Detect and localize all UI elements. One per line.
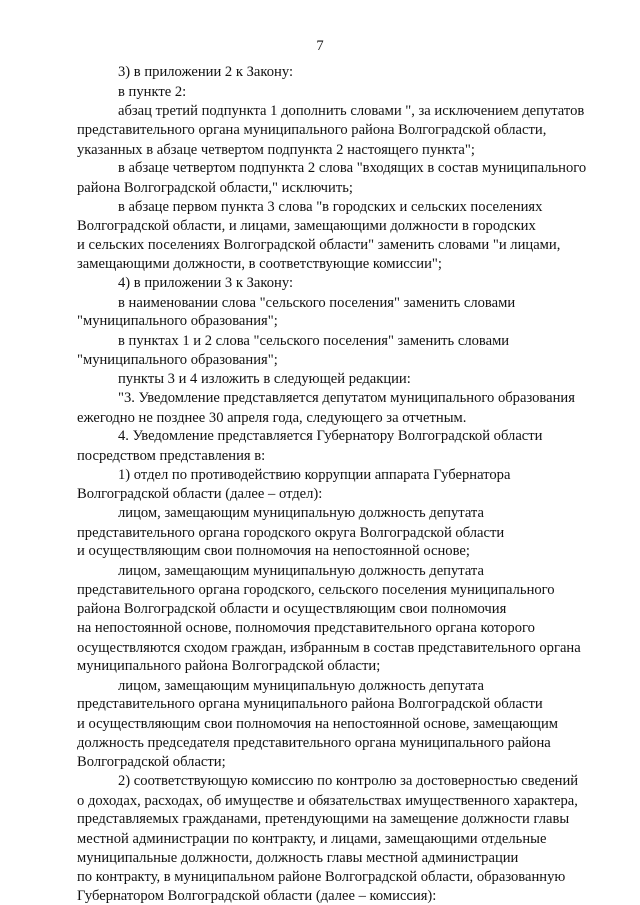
text-line: представительного органа муниципального района Волгоградской области: [77, 696, 543, 713]
text-line: 3) в приложении 2 к Закону:: [118, 64, 294, 80]
text-line: представительного органа городского, сельского поселения муниципального: [77, 581, 555, 598]
text-line: представительного органа городского округа Волгоградской области: [77, 524, 505, 541]
text-line: 4. Уведомление представляется Губернатору Волгоградской области: [118, 428, 543, 445]
text-line: местной администрации по контракту, и лицами, замещающими отдельные: [77, 831, 547, 848]
text-line: ежегодно не позднее 30 апреля года, следующего за отчетным.: [77, 409, 467, 426]
text-line: в абзаце четвертом подпункта 2 слова "входящих в состав муниципального: [118, 160, 587, 177]
text-line: посредством представления в:: [77, 448, 266, 464]
text-line: 2) соответствующую комиссию по контролю за достоверностью сведений: [118, 773, 579, 790]
text-line: муниципального района Волгоградской области;: [77, 658, 381, 675]
text-line: абзац третий подпункта 1 дополнить словами ", за исключением депутатов: [118, 103, 585, 120]
text-line: Губернатором Волгоградской области (далее – комиссия):: [77, 888, 437, 904]
text-line: в пунктах 1 и 2 слова "сельского поселения" заменить словами: [118, 333, 510, 350]
text-line: муниципальные должности, должность главы местной администрации: [77, 849, 519, 866]
page-number: 7: [316, 38, 324, 54]
text-line: Волгоградской области, и лицами, замещающими должности в городских: [77, 218, 536, 235]
text-line: должность председателя представительного органа муниципального района: [77, 734, 551, 751]
text-line: о доходах, расходах, об имуществе и обязательствах имущественного характера,: [77, 792, 578, 809]
text-line: 4) в приложении 3 к Закону:: [118, 275, 294, 292]
text-line: представительного органа муниципального района Волгоградской области,: [77, 121, 547, 138]
text-line: осуществляются сходом граждан, избранным в состав представительного органа: [77, 639, 581, 656]
text-line: и осуществляющим свои полномочия на непостоянной основе, замещающим: [77, 716, 559, 733]
text-line: лицом, замещающим муниципальную должность депутата: [118, 562, 484, 579]
text-line: лицом, замещающим муниципальную должность депутата: [118, 504, 484, 521]
text-line: по контракту, в муниципальном районе Волгоградской области, образованную: [77, 869, 566, 886]
text-line: "муниципального образования";: [77, 351, 278, 368]
text-line: на непостоянной основе, полномочия представительного органа которого: [77, 619, 535, 636]
text-line: лицом, замещающим муниципальную должность депутата: [118, 677, 484, 694]
text-line: и сельских поселениях Волгоградской области" заменить словами "и лицами,: [77, 236, 561, 253]
text-line: замещающими должности, в соответствующие комиссии";: [77, 256, 442, 273]
text-line: и осуществляющим свои полномочия на непостоянной основе;: [77, 543, 470, 560]
text-line: района Волгоградской области," исключить;: [77, 179, 353, 196]
text-line: в абзаце первом пункта 3 слова "в городских и сельских поселениях: [118, 198, 543, 215]
text-line: "3. Уведомление представляется депутатом муниципального образования: [118, 390, 575, 407]
text-line: пункты 3 и 4 изложить в следующей редакции:: [118, 371, 411, 388]
text-line: Волгоградской области (далее – отдел):: [77, 486, 323, 503]
text-line: района Волгоградской области и осуществляющим свои полномочия: [77, 601, 507, 618]
text-line: 1) отдел по противодействию коррупции аппарата Губернатора: [118, 466, 511, 483]
text-line: представляемых гражданами, претендующими на замещение должности главы: [77, 811, 570, 828]
text-line: указанных в абзаце четвертом подпункта 2 настоящего пункта";: [77, 141, 475, 158]
text-line: "муниципального образования";: [77, 313, 278, 330]
text-line: Волгоградской области;: [77, 754, 226, 771]
text-line: в наименовании слова "сельского поселения" заменить словами: [118, 294, 516, 311]
text-line: в пункте 2:: [118, 83, 187, 100]
